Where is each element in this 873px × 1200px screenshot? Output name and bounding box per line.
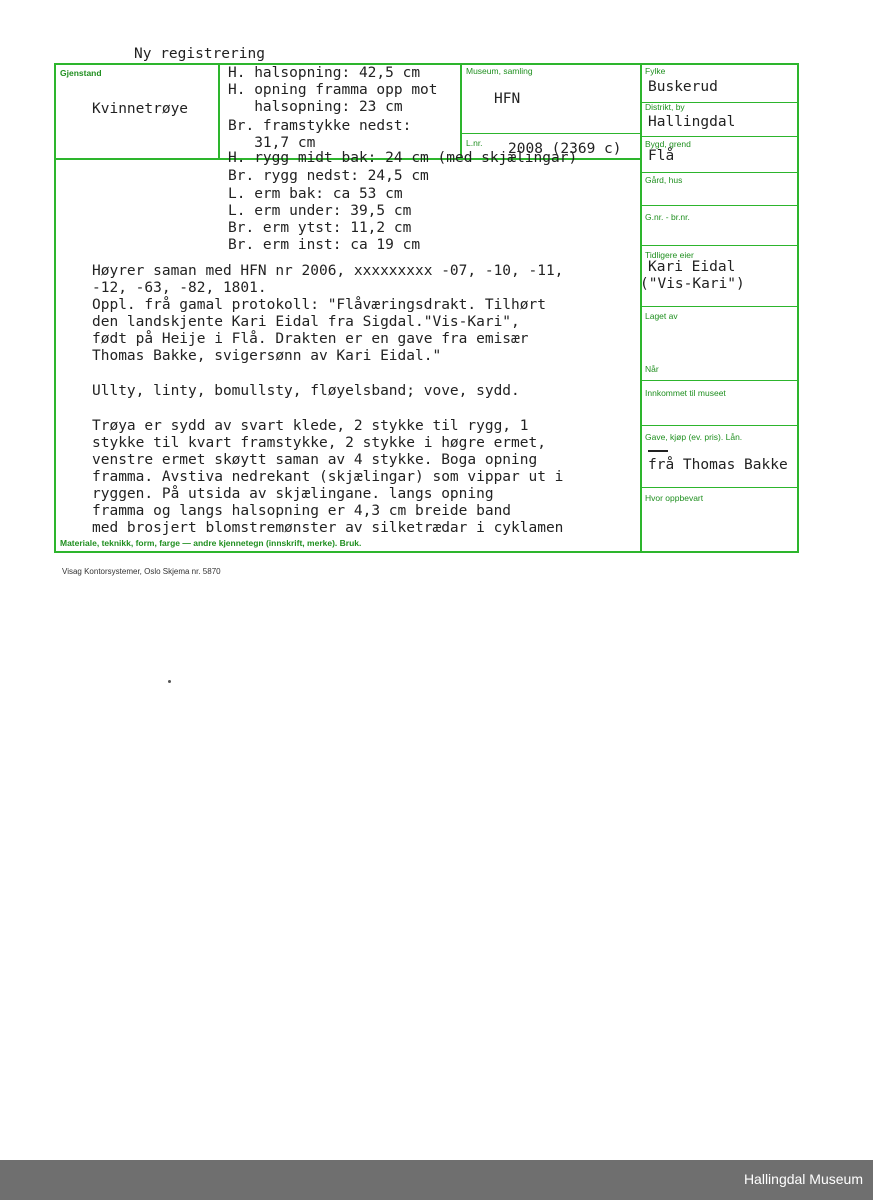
measurement-line: Br. erm ytst: 11,2 cm [228, 220, 412, 236]
materials-line: Ullty, linty, bomullsty, fløyelsband; vove, sydd. [92, 383, 520, 399]
printer-imprint: Visag Kontorsystemer, Oslo Skjema nr. 5870 [62, 567, 221, 576]
measurement-line: L. erm under: 39,5 cm [228, 203, 412, 219]
tidligere-value-2: ("Vis-Kari") [640, 276, 745, 292]
text-line: -12, -63, -82, 1801. [92, 280, 267, 296]
measurement-line: Br. erm inst: ca 19 cm [228, 237, 421, 253]
right-rule-2 [640, 136, 798, 137]
right-rule-7 [640, 380, 798, 381]
measurement-line: H. rygg midt bak: 24 cm (med skjælingar) [228, 150, 578, 166]
col-divider-2 [460, 63, 462, 160]
form-border-bottom [54, 551, 799, 553]
label-materiale: Materiale, teknikk, form, farge — andre kjennetegn (innskrift, merke). Bruk. [60, 538, 362, 548]
lnr-divider [460, 133, 642, 134]
right-rule-9 [640, 487, 798, 488]
label-fylke: Fylke [645, 66, 666, 76]
form-border-left [54, 63, 56, 553]
label-gjenstand: Gjenstand [60, 68, 102, 78]
label-gard: Gård, hus [645, 175, 683, 185]
text-line: født på Heije i Flå. Drakten er en gave fra emisær [92, 331, 529, 347]
text-line: med brosjert blomstremønster av silketrædar i cyklamen [92, 520, 564, 536]
right-rule-6 [640, 306, 798, 307]
dash-mark [648, 450, 668, 452]
lnr-value: 2008 (2369 c) [508, 141, 622, 157]
measurement-line: H. opning framma opp mot [228, 82, 438, 98]
measurement-line: L. erm bak: ca 53 cm [228, 186, 403, 202]
text-line: Høyrer saman med HFN nr 2006, xxxxxxxxx -07, -10, -11, [92, 263, 564, 279]
text-line: framma og langs halsopning er 4,3 cm breide band [92, 503, 512, 519]
label-laget: Laget av [645, 311, 678, 321]
text-line: Thomas Bakke, svigersønn av Kari Eidal." [92, 348, 442, 364]
label-innkommet: Innkommet til museet [645, 388, 726, 398]
right-rule-8 [640, 425, 798, 426]
label-gave: Gave, kjøp (ev. pris). Lån. [645, 432, 743, 442]
form-border-top [54, 63, 798, 65]
tidligere-value-1: Kari Eidal [648, 259, 736, 275]
text-line: Oppl. frå gamal protokoll: "Flåværingsdrakt. Tilhørt [92, 297, 546, 313]
right-rule-4 [640, 205, 798, 206]
measurement-line: 31,7 cm [228, 135, 316, 151]
text-line: Trøya er sydd av svart klede, 2 stykke til rygg, 1 [92, 418, 529, 434]
label-gnr: G.nr. - br.nr. [645, 212, 690, 222]
text-line: den landskjente Kari Eidal fra Sigdal."Vis-Kari", [92, 314, 520, 330]
museum-value: HFN [494, 91, 521, 107]
measurement-line: Br. framstykke nedst: [228, 118, 412, 134]
label-nar: Når [645, 364, 659, 374]
right-rule-5 [640, 245, 798, 246]
measurement-line: halsopning: 23 cm [228, 99, 403, 115]
label-lnr: L.nr. [466, 138, 483, 148]
label-hvor: Hvor oppbevart [645, 493, 704, 503]
label-bygd: Bygd, grend [645, 139, 691, 149]
text-line: framma. Avstiva nedrekant (skjælingar) som vippar ut i [92, 469, 564, 485]
measurement-line: Br. rygg nedst: 24,5 cm [228, 168, 429, 184]
text-line: ryggen. På utsida av skjælingane. langs opning [92, 486, 494, 502]
measurement-line: H. halsopning: 42,5 cm [228, 65, 421, 81]
distrikt-value: Hallingdal [648, 114, 736, 130]
text-line: stykke til kvart framstykke, 2 stykke i høgre ermet, [92, 435, 546, 451]
gave-value: frå Thomas Bakke [648, 457, 788, 473]
header-note: Ny registrering [134, 46, 265, 62]
watermark-bar [0, 1160, 873, 1200]
text-line: venstre ermet skøytt saman av 4 stykke. Boga opning [92, 452, 538, 468]
bygd-value: Flå [648, 148, 675, 164]
label-tidligere: Tidligere eier [645, 250, 694, 260]
col-divider-1 [218, 63, 220, 160]
object-name: Kvinnetrøye [92, 101, 189, 117]
right-rule-3 [640, 172, 798, 173]
watermark-text: Hallingdal Museum [743, 1171, 863, 1187]
label-museum: Museum, samling [466, 66, 533, 76]
paper-speck [168, 680, 171, 683]
label-distrikt: Distrikt, by [645, 102, 685, 112]
fylke-value: Buskerud [648, 79, 718, 95]
